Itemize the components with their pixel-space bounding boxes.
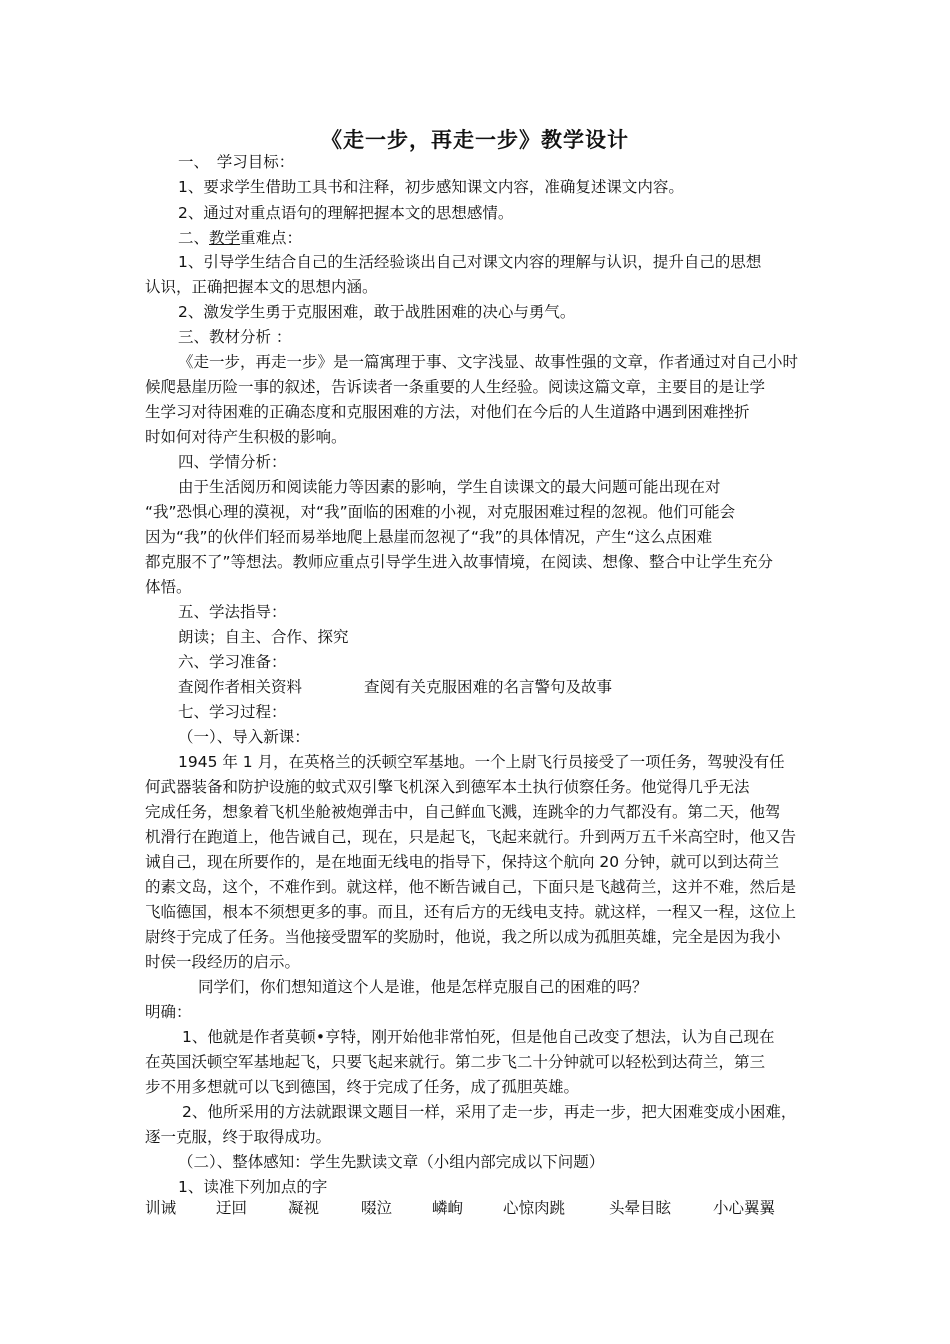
section-heading-analysis: 三、教材分析 ： xyxy=(178,328,292,346)
vocab-item: 迂回 xyxy=(216,1199,248,1217)
section-heading-goals: 一、 学习目标： xyxy=(178,153,295,171)
vocab-item: 小心翼翼 xyxy=(713,1199,776,1217)
paragraph-line: 在英国沃顿空军基地起飞，只要飞起来就行。第二步飞二十分钟就可以轻松到达荷兰，第三 xyxy=(145,1053,766,1071)
paragraph-line: 机滑行在跑道上，他告诫自己，现在，只是起飞，飞起来就行。升到两万五千米高空时，他又告 xyxy=(145,828,797,846)
subsection-heading-overview: （二）、整体感知：学生先默读文章（小组内部完成以下问题） xyxy=(178,1153,605,1171)
paragraph-line: 时如何对待产生积极的影响。 xyxy=(145,428,347,446)
paragraph-line: 生学习对待困难的正确态度和克服困难的方法，对他们在今后的人生道路中遇到困难挫折 xyxy=(145,403,750,421)
paragraph-line: 朗读；自主、合作、探究 xyxy=(178,628,349,646)
paragraph-line: 1、读准下列加点的字 xyxy=(178,1178,328,1196)
paragraph-line: 逐一克服，终于取得成功。 xyxy=(145,1128,332,1146)
paragraph-line: 1、引导学生结合自己的生活经验谈出自己对课文内容的理解与认识，提升自己的思想 xyxy=(178,253,762,271)
paragraph-line: 由于生活阅历和阅读能力等因素的影响，学生自读课文的最大问题可能出现在对 xyxy=(178,478,721,496)
section-heading-process: 七、学习过程： xyxy=(178,703,287,721)
vocab-item: 凝视 xyxy=(288,1199,320,1217)
section-heading-learners: 四、学情分析： xyxy=(178,453,287,471)
paragraph-line: 1、他就是作者莫顿•亨特，刚开始他非常怕死，但是他自己改变了想法，认为自己现在 xyxy=(182,1028,775,1046)
vocab-item: 啜泣 xyxy=(361,1199,393,1217)
paragraph-line: 2、通过对重点语句的理解把握本文的思想感情。 xyxy=(178,204,514,222)
paragraph-line: 查阅作者相关资料 查阅有关克服困难的名言警句及故事 xyxy=(178,678,613,696)
document-title: 《走一步，再走一步》教学设计 xyxy=(321,128,629,152)
vocab-item: 训诫 xyxy=(145,1199,177,1217)
clarify-label: 明确： xyxy=(145,1003,192,1021)
paragraph-line: 1945 年 1 月，在英格兰的沃顿空军基地。一个上尉飞行员接受了一项任务，驾驶没有任 xyxy=(178,753,785,771)
paragraph-line: 时侯一段经历的启示。 xyxy=(145,953,301,971)
subsection-heading-intro: （一）、导入新课： xyxy=(178,728,310,746)
section-heading-method: 五、学法指导： xyxy=(178,603,287,621)
paragraph-line: 步不用多想就可以飞到德国，终于完成了任务，成了孤胆英雄。 xyxy=(145,1078,580,1096)
section-heading-text: 重难点： xyxy=(240,229,303,247)
paragraph-line: 1、要求学生借助工具书和注释，初步感知课文内容，准确复述课文内容。 xyxy=(178,178,684,196)
underlined-term: 教学 xyxy=(209,229,241,247)
paragraph-line: 候爬悬崖历险一事的叙述，告诉读者一条重要的人生经验。阅读这篇文章，主要目的是让学 xyxy=(145,378,766,396)
paragraph-line: 体悟。 xyxy=(145,578,192,596)
paragraph-line: 2、激发学生勇于克服困难，敢于战胜困难的决心与勇气。 xyxy=(178,303,576,321)
paragraph-line: 同学们，你们想知道这个人是谁，他是怎样克服自己的困难的吗？ xyxy=(198,978,648,996)
section-number: 二、 xyxy=(178,229,210,247)
paragraph-line: 《走一步，再走一步》是一篇寓理于事、文字浅显、故事性强的文章，作者通过对自己小时 xyxy=(178,353,799,371)
paragraph-line: 完成任务，想象着飞机坐舱被炮弹击中，自己鲜血飞溅，连跳伞的力气都没有。第二天，他驾 xyxy=(145,803,781,821)
paragraph-line: 的素文岛，这个，不难作到。就这样，他不断告诫自己，下面只是飞越荷兰，这并不难，然后是 xyxy=(145,878,797,896)
paragraph-line: 尉终于完成了任务。当他接受盟军的奖励时，他说，我之所以成为孤胆英雄，完全是因为我小 xyxy=(145,928,781,946)
paragraph-line: 飞临德国，根本不须想更多的事。而且，还有后方的无线电支持。就这样，一程又一程，这位上 xyxy=(145,903,797,921)
paragraph-line: 何武器装备和防护设施的蚊式双引擎飞机深入到德军本土执行侦察任务。他觉得几乎无法 xyxy=(145,778,750,796)
paragraph-line: “我”恐惧心理的漠视，对“我”面临的困难的小视，对克服困难过程的忽视。他们可能会 xyxy=(145,503,736,521)
section-heading-difficulties xyxy=(178,228,302,248)
paragraph-line: 认识，正确把握本文的思想内涵。 xyxy=(145,278,378,296)
paragraph-line: 2、他所采用的方法就跟课文题目一样，采用了走一步，再走一步，把大困难变成小困难， xyxy=(182,1103,797,1121)
paragraph-line: 都克服不了”等想法。教师应重点引导学生进入故事情境，在阅读、想像、整合中让学生充分 xyxy=(145,553,774,571)
vocab-item: 心惊肉跳 xyxy=(503,1199,566,1217)
vocab-item: 嶙峋 xyxy=(432,1199,464,1217)
paragraph-line: 诫自己，现在所要作的，是在地面无线电的指导下，保持这个航向 20 分钟，就可以到达荷兰 xyxy=(145,853,780,871)
section-heading-preparation: 六、学习准备： xyxy=(178,653,287,671)
vocab-item: 头晕目眩 xyxy=(609,1199,672,1217)
paragraph-line: 因为“我”的伙伴们轻而易举地爬上悬崖而忽视了“我”的具体情况，产生“这么点困难 xyxy=(145,528,713,546)
